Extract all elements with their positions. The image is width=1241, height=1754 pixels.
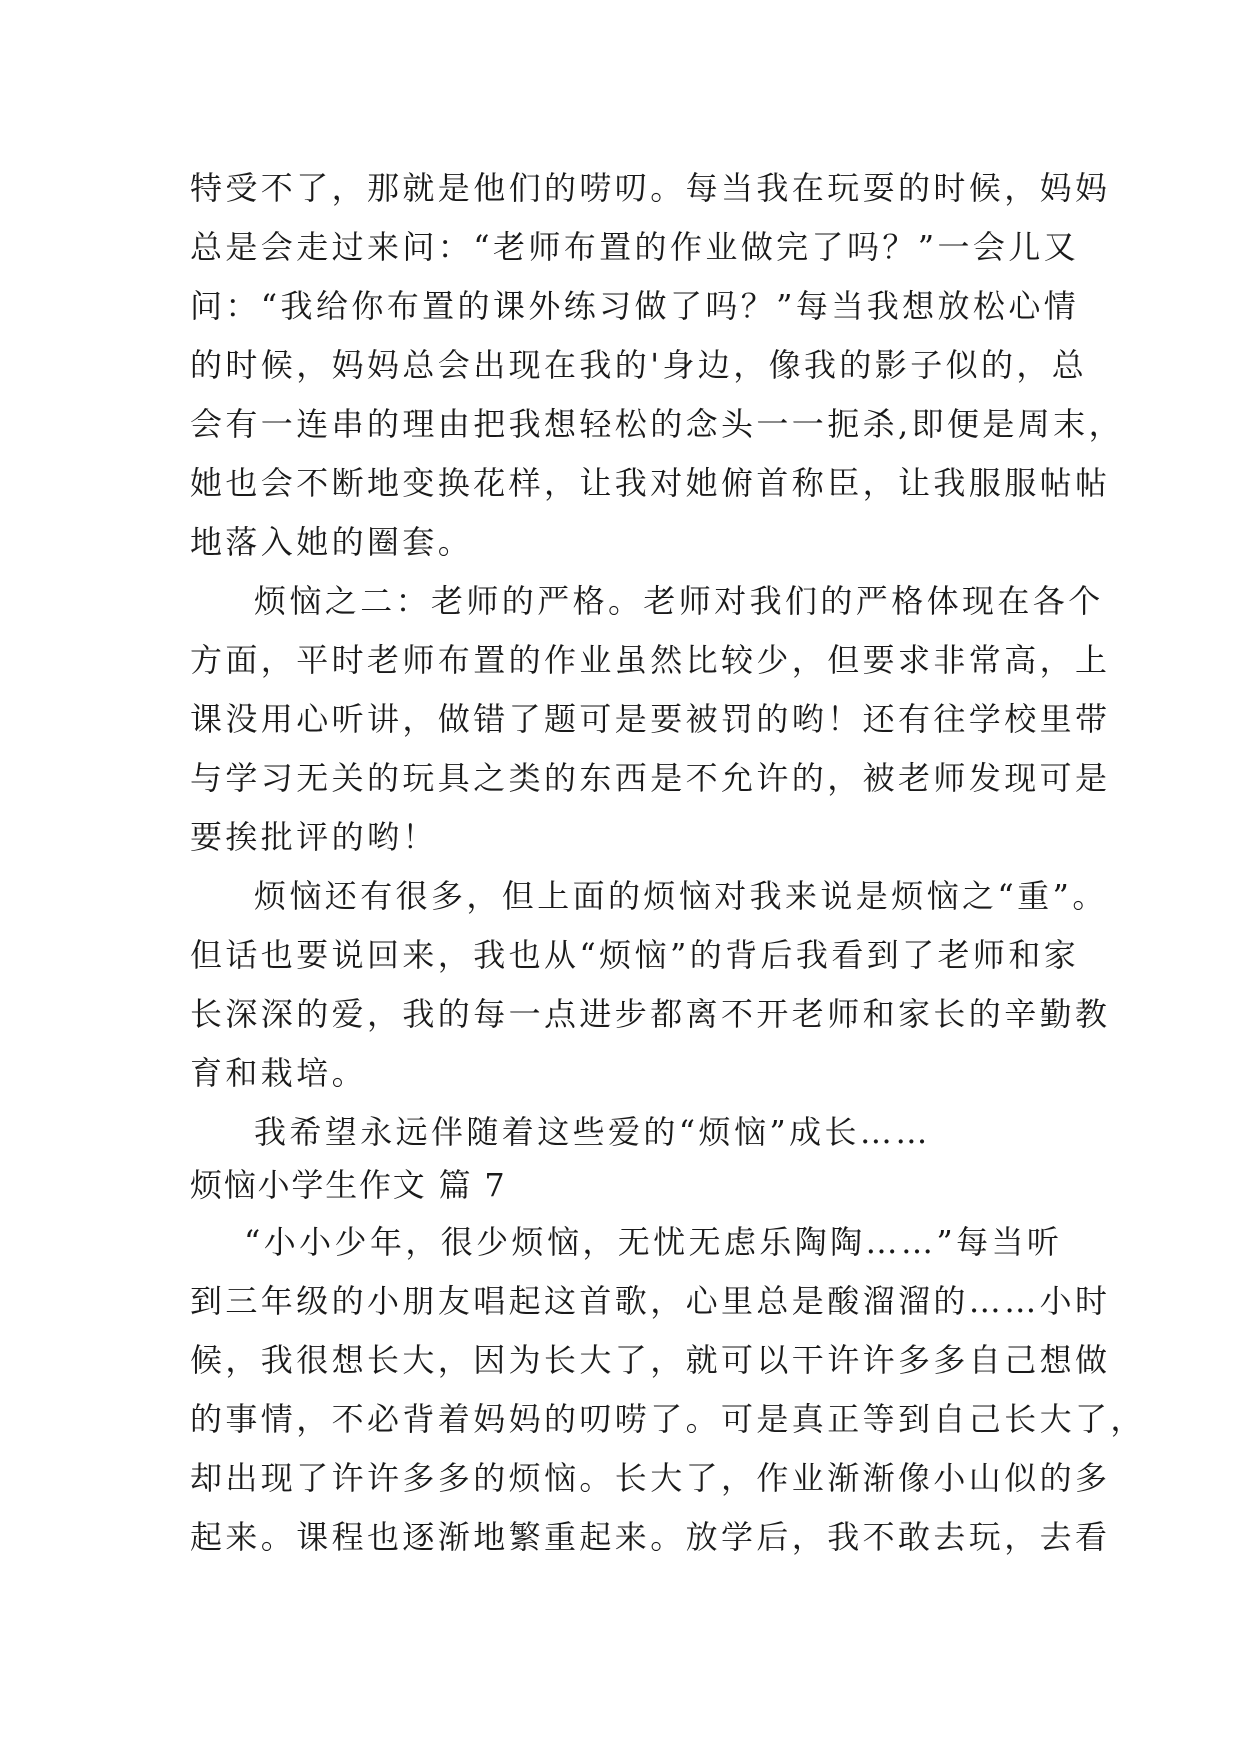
paragraph-line: 特受不了，那就是他们的唠叨。每当我在玩耍的时候，妈妈	[190, 169, 1111, 207]
paragraph-line: 的时候，妈妈总会出现在我的'身边，像我的影子似的，总	[190, 346, 1088, 384]
paragraph-line: 她也会不断地变换花样，让我对她俯首称臣，让我服服帖帖	[190, 464, 1111, 502]
paragraph-line: 要挨批评的哟！	[190, 818, 438, 856]
paragraph-line: 但话也要说回来，我也从“烦恼”的背后我看到了老师和家	[190, 936, 1080, 974]
paragraph-line: 课没用心听讲，做错了题可是要被罚的哟！还有往学校里带	[190, 700, 1111, 738]
paragraph-line: 会有一连串的理由把我想轻松的念头一一扼杀,即便是周末，	[190, 405, 1124, 443]
paragraph-line: 育和栽培。	[190, 1054, 368, 1092]
paragraph-line: 与学习无关的玩具之类的东西是不允许的，被老师发现可是	[190, 759, 1111, 797]
paragraph-line: “小小少年，很少烦恼，无忧无虑乐陶陶……”每当听	[244, 1223, 1063, 1261]
paragraph-line: 候，我很想长大，因为长大了，就可以干许许多多自己想做	[190, 1341, 1111, 1379]
paragraph-line: 我希望永远伴随着这些爱的“烦恼”成长……	[254, 1113, 931, 1151]
paragraph-line: 问：“我给你布置的课外练习做了吗？”每当我想放松心情	[190, 287, 1080, 325]
paragraph-line: 到三年级的小朋友唱起这首歌，心里总是酸溜溜的……小时	[190, 1282, 1111, 1320]
paragraph-line: 起来。课程也逐渐地繁重起来。放学后，我不敢去玩，去看	[190, 1518, 1111, 1556]
paragraph-line: 烦恼之二：老师的严格。老师对我们的严格体现在各个	[254, 582, 1104, 620]
paragraph-line: 方面，平时老师布置的作业虽然比较少，但要求非常高，上	[190, 641, 1111, 679]
paragraph-line: 的事情，不必背着妈妈的叨唠了。可是真正等到自己长大了，	[190, 1400, 1146, 1438]
paragraph-line: 却出现了许许多多的烦恼。长大了，作业渐渐像小山似的多	[190, 1459, 1111, 1497]
paragraph-line: 长深深的爱，我的每一点进步都离不开老师和家长的辛勤教	[190, 995, 1111, 1033]
paragraph-line: 烦恼还有很多，但上面的烦恼对我来说是烦恼之“重”。	[254, 877, 1108, 915]
paragraph-line: 地落入她的圈套。	[190, 523, 474, 561]
paragraph-line: 总是会走过来问：“老师布置的作业做完了吗？”一会儿又	[190, 228, 1080, 266]
section-heading: 烦恼小学生作文 篇 7	[190, 1166, 507, 1204]
